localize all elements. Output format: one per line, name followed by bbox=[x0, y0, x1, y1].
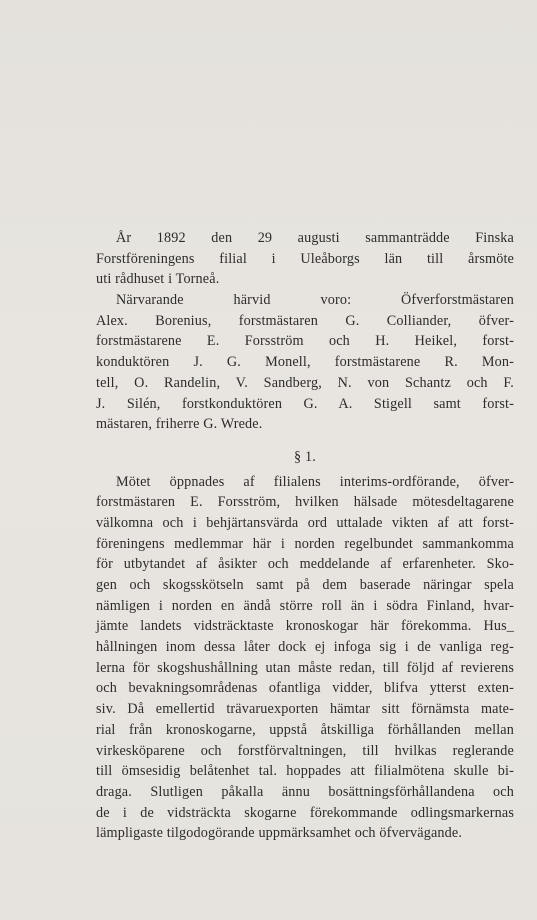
text-line: rial från kronoskogarne, uppstå åtskilliga förhållanden mellan bbox=[96, 721, 514, 738]
attendees-paragraph bbox=[96, 290, 514, 435]
section-heading: § 1. bbox=[294, 448, 316, 465]
text-line: Forstföreningens filial i Uleåborgs län till årsmöte bbox=[96, 250, 514, 267]
text-line: och bevakningsområdenas ofantliga vidder, blifva ytterst exten- bbox=[96, 680, 514, 697]
text-line: hållningen inom dessa låter dock ej infoga sig i de vanliga reg- bbox=[96, 639, 514, 656]
document-text bbox=[96, 228, 514, 844]
text-line: de i de vidsträckta skogarne förekommande odlingsmarkernas bbox=[96, 804, 514, 821]
text-line: för utbytandet af åsikter och meddelande af erfarenheter. Sko- bbox=[96, 556, 514, 573]
text-line: År 1892 den 29 augusti sammanträdde Finska bbox=[116, 230, 514, 246]
text-line: mästaren, friherre G. Wrede. bbox=[96, 416, 263, 433]
text-line: virkesköparene och forstförvaltningen, till hvilkas reglerande bbox=[96, 742, 514, 759]
text-line: forstmästaren E. Forsström, hvilken hälsade mötesdeltagarene bbox=[96, 494, 514, 511]
text-line: forstmästarene E. Forsström och H. Heikel, forst- bbox=[96, 333, 514, 350]
text-line: Närvarande härvid voro: Öfverforstmästaren bbox=[116, 292, 514, 309]
text-line: siv. Då emellertid trävaruexporten hämtar sitt förnämsta mate- bbox=[96, 701, 514, 718]
text-line: jämte landets vidsträcktaste kronoskogar här förekomma. Hus_ bbox=[96, 618, 514, 635]
text-line: lämpligaste tilgodogörande uppmärksamhet och öfvervägande. bbox=[96, 825, 463, 842]
text-line: lerna för skogshushållning utan måste redan, till följd af revierens bbox=[96, 659, 514, 676]
text-line: uti rådhuset i Torneå. bbox=[96, 271, 220, 288]
text-line: till ömsesidig belåtenhet tal. hoppades att filialmötena skulle bi- bbox=[96, 763, 514, 780]
text-line: gen och skogsskötseln samt på dem baserade näringar spela bbox=[96, 577, 514, 593]
text-line: J. Silén, forstkonduktören G. A. Stigell samt forst- bbox=[96, 395, 514, 412]
text-line: föreningens medlemmar här i norden regelbundet sammankomma bbox=[96, 535, 514, 552]
text-line: nämligen i norden en ändå större roll än i södra Finland, hvar- bbox=[96, 597, 514, 614]
section-paragraph bbox=[96, 472, 514, 844]
text-line: välkomna och i behjärtansvärda ord uttalade vikten af att forst- bbox=[96, 514, 514, 531]
text-line: tell, O. Randelin, V. Sandberg, N. von Schantz och F. bbox=[96, 374, 514, 391]
text-line: draga. Slutligen påkalla ännu bosättningsförhållandena och bbox=[96, 783, 514, 800]
intro-paragraph bbox=[96, 228, 514, 290]
text-line: Alex. Borenius, forstmästaren G. Colliander, öfver- bbox=[96, 312, 514, 329]
text-line: konduktören J. G. Monell, forstmästarene R. Mon- bbox=[96, 354, 514, 371]
text-line: Mötet öppnades af filialens interims-ordförande, öfver- bbox=[116, 473, 514, 490]
